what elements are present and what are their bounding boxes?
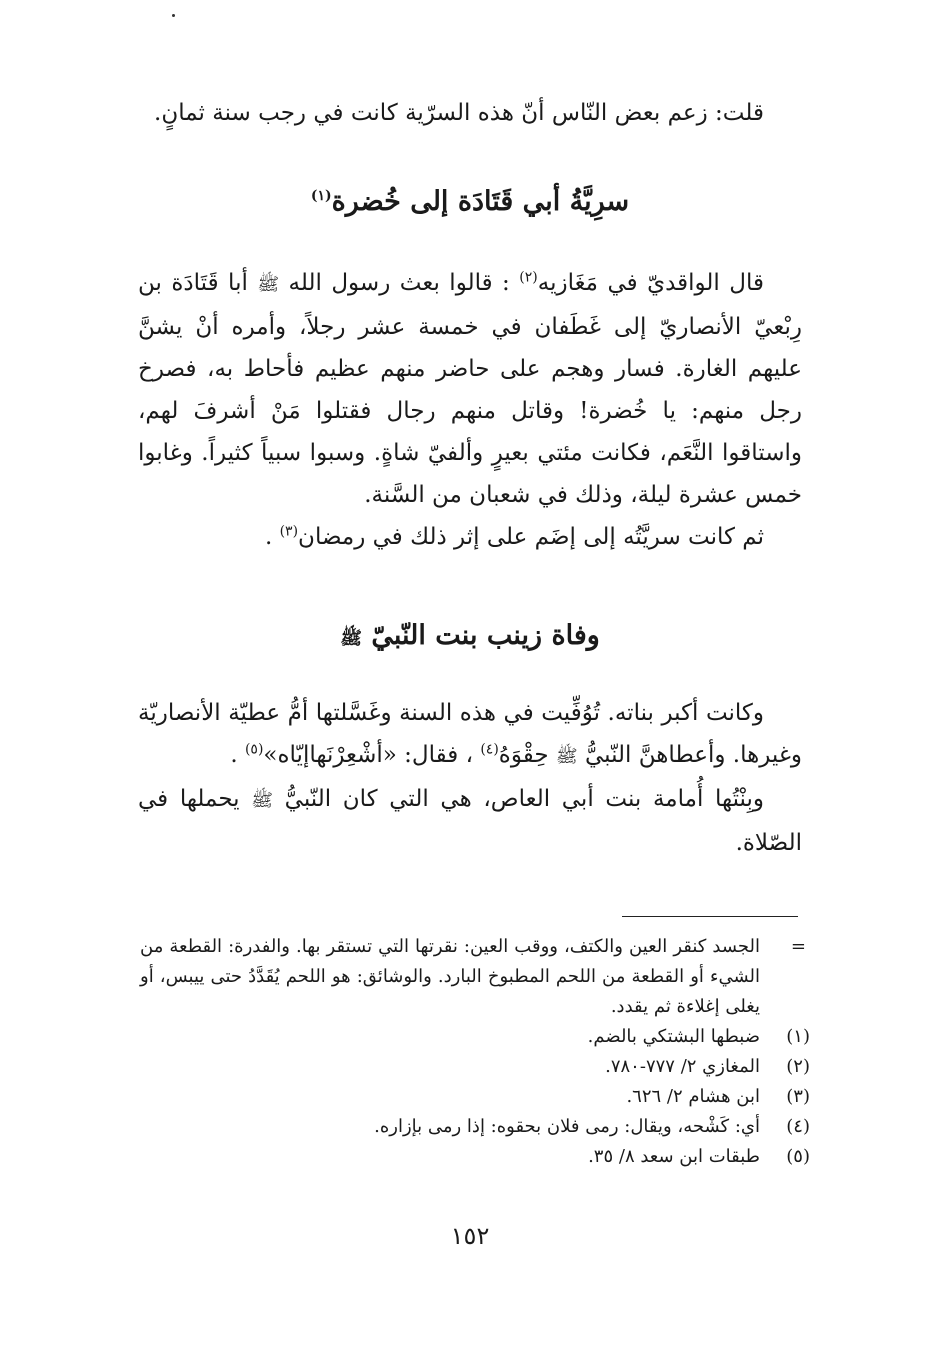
footnote-ref-4: (٤) [480,741,499,758]
salawat-ligature: ﷺ [555,746,578,767]
idam-paragraph [138,516,802,558]
section-heading-zaynab [138,620,802,653]
text-run: حِقْوَهُ [498,742,556,768]
text-run: قال الواقديّ في مَغَازيه [537,270,764,296]
text-run: وبِنْتُها أُمامة بنت أبي العاص، هي التي كان النّبيُّ [273,786,764,812]
text-run: أبا قَتَادَة بن رِبْعيّ الأنصاريّ إلى غَطَفان في خمسة عشر رجلاً، وأمره أنْ يشنَّ عليهم الغارة. فسار وهجم على حاضر منهم عظيم فأحاط به، فصرخ رجل منهم: يا خُضرة! وقاتل منهم رجال فقتلوا مَنْ أشرفَ لهم، واستاقوا النَّعَم، فكانت مئتي بعيرٍ وألفيّ شاةٍ. وسبوا سبياً كثيراً. وغابوا خمس عشرة ليلة، وذلك في شعبان من السَّنة. [138,270,802,508]
umama-paragraph [138,778,802,864]
text-run: . [230,742,245,768]
page-speck [172,14,175,17]
section1-body [138,262,802,558]
footnote-item [140,1112,810,1142]
footnote-ref-2: (٢) [519,269,538,286]
footnote-ref-3: (٣) [279,523,299,540]
footnote-number: (٥) [786,1146,810,1167]
footnote-number: (٤) [786,1116,810,1137]
salawat-ligature: ﷺ [340,628,362,649]
footnote-item [140,1082,810,1112]
footnote-ref-5: (٥) [244,741,264,758]
footnote-text: أي: كَشْحه، ويقال: رمى فلان بحقوه: إذا رمى بإزاره. [374,1116,760,1137]
footnote-ref-1: (١) [310,188,332,204]
footnote-text: ضبطها البشتكي بالضم. [587,1026,760,1047]
footnote-number: (٢) [786,1056,810,1077]
waqidi-paragraph [138,262,802,516]
salawat-ligature: ﷺ [251,790,273,811]
text-run: . [264,524,280,550]
footnote-text: ابن هشام ٢/ ٦٢٦. [626,1086,760,1107]
heading-text: وفاة زينب بنت النّبيّ [361,620,600,651]
footnote-divider [622,916,798,917]
footnote-number: (٣) [786,1086,810,1107]
footnote-item [140,1022,810,1052]
zaynab-paragraph [138,692,802,778]
text-run: ثم كانت سريَّتُه إلى إضَم على إثر ذلك في رمضان [298,524,764,550]
footnotes [140,932,810,1172]
continuation-marker: = [790,936,806,957]
salawat-ligature: ﷺ [257,274,280,295]
opening-paragraph [138,92,802,134]
qultu-paragraph: قلت: زعم بعض النّاس أنّ هذه السرّية كانت في رجب سنة ثمانٍ. [154,100,764,126]
text-run: وكانت أكبر بناته. تُوُفِّيت في هذه السنة وغَسَّلتها أمُّ عطيّة الأنصاريّة وغيرها. وأعطاهنَّ النّبيُّ [138,700,802,768]
footnote-number: (١) [786,1026,810,1047]
footnote-item [140,1052,810,1082]
footnote-continuation [140,932,810,1022]
text-run: : قالوا بعث رسول الله [279,270,520,296]
footnote-text: طبقات ابن سعد ٨/ ٣٥. [588,1146,760,1167]
text-run: ، فقال: «أشْعِرْنَهاإيّاه» [263,742,481,768]
footnote-text: المغازي ٢/ ٧٧٧-٧٨٠. [605,1056,760,1077]
section-heading-abu-qatada [138,186,802,217]
continuation-text: الجسد كنقر العين والكتف، ووقب العين: نقرتها التي تستقر بها. والفدرة: القطعة من الشيء أو القطعة من اللحم المطبوخ البارد. والوشائق: هو اللحم يُقَدَّدُ حتى ييبس، أو يغلى إغلاءة ثم يقدد. [140,936,760,1017]
footnote-item [140,1142,810,1172]
heading-text: سرِيَّةُ أبي قَتَادَة إلى خُضرة [331,186,630,217]
text-run: يحملها في الصّلاة. [138,786,802,856]
section2-body [138,692,802,864]
page-number: ١٥٢ [450,1222,490,1250]
